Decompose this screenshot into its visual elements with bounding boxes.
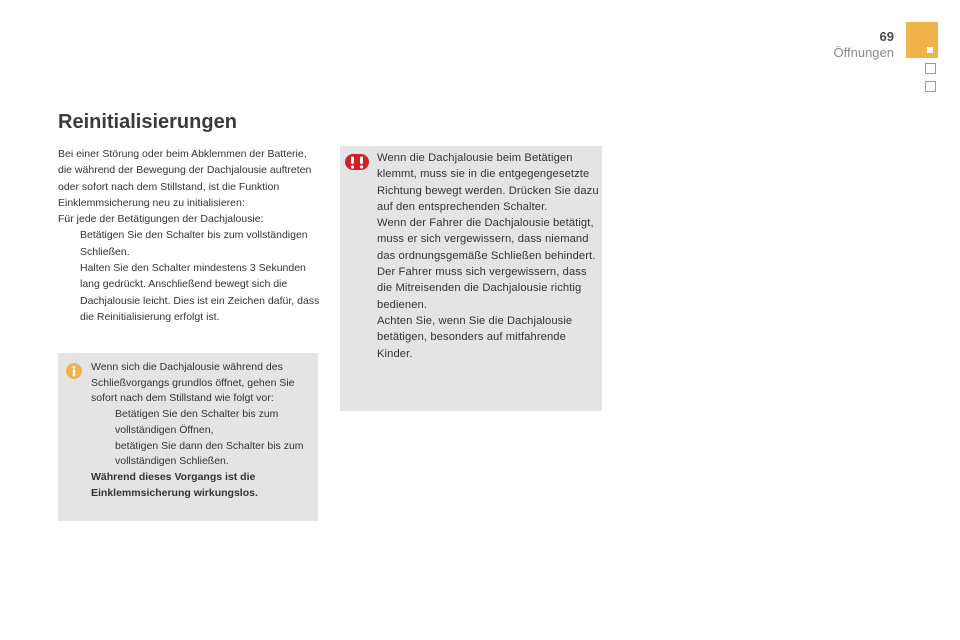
list-item-text: Betätigen Sie den Schalter bis zum vollständigen Öffnen, — [115, 408, 279, 436]
warning-paragraph: Der Fahrer muss sich vergewissern, dass die Mitreisenden die Dachjalousie richtig bedienen. — [377, 266, 587, 311]
list-item — [58, 227, 322, 260]
info-paragraph: Wenn sich die Dachjalousie während des Schließvorgangs grundlos öffnet, gehen Sie sofort nach dem Stillstand wie folgt vor: — [91, 361, 295, 405]
warning-paragraph: Wenn der Fahrer die Dachjalousie betätigt, muss er sich vergewissern, dass niemand das ordnungsgemäße Schließen behindert. — [377, 217, 596, 262]
info-box — [58, 353, 318, 521]
warning-paragraph: Achten Sie, wenn Sie die Dachjalousie betätigen, besonders auf mitfahrende Kinder. — [377, 314, 573, 360]
page-number: 69 — [879, 29, 894, 44]
section-tab-active[interactable] — [906, 22, 938, 58]
info-icon — [66, 363, 82, 379]
warning-paragraph: Wenn die Dachjalousie beim Betätigen klemmt, muss sie in die entgegengesetzte Richtung bewegt werden. Drücken Sie dazu auf den entsprechenden Schalter. — [377, 152, 599, 213]
warning-text — [377, 150, 599, 362]
body-column — [58, 146, 322, 325]
list-item-text: Betätigen Sie den Schalter bis zum vollständigen Schließen. — [80, 229, 308, 258]
list-item-text: betätigen Sie dann den Schalter bis zum vollständigen Schließen. — [115, 439, 304, 468]
info-emphasis: Während dieses Vorgangs ist die Einklemmsicherung wirkungslos. — [91, 470, 258, 499]
list-item — [91, 439, 313, 470]
list-item — [91, 407, 313, 438]
intro-text: Bei einer Störung oder beim Abklemmen der Batterie, die während der Bewegung der Dachjalousie auftreten oder sofort nach dem Stillstand, ist die Funktion Einklemmsicherung neu zu initialisieren: — [58, 148, 312, 209]
list-item-text: Halten Sie den Schalter mindestens 3 Sekunden lang gedrückt. Anschließend bewegt sich die Dachjalousie leicht. Dies ist ein Zeichen dafür, dass die Reinitialisierung erfolgt ist. — [80, 262, 320, 323]
section-name: Öffnungen — [833, 45, 894, 60]
warning-box — [340, 146, 602, 411]
exclamation-warning-icon — [345, 152, 369, 172]
section-tab[interactable] — [925, 63, 936, 74]
info-text — [91, 360, 313, 501]
page-title: Reinitialisierungen — [58, 111, 237, 133]
section-tab[interactable] — [925, 81, 936, 92]
tab-marker-icon — [927, 47, 933, 53]
list-item — [58, 260, 322, 325]
instruction-text: Für jede der Betätigungen der Dachjalousie: — [58, 213, 264, 226]
